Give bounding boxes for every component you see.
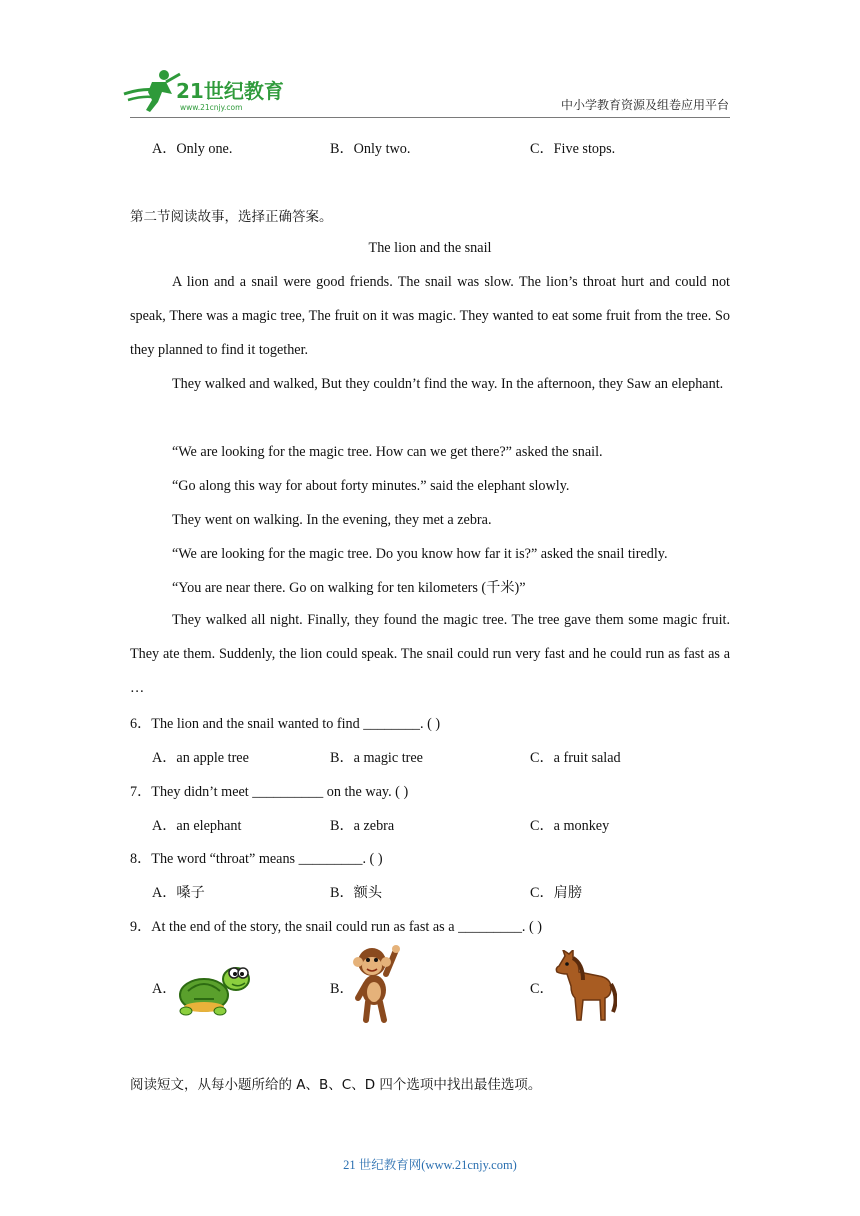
question-8-option-b: B．额头 bbox=[330, 885, 383, 901]
question-8-stem: 8．The word “throat” means _________. ( ) bbox=[130, 851, 383, 867]
prev-option-b: B．Only two. bbox=[330, 141, 411, 157]
question-9-option-c: C． bbox=[530, 981, 554, 997]
story-paragraph-7: “You are near there. Go on walking for ten kilometers (千米)” bbox=[172, 580, 526, 596]
section3-instruction: 阅读短文，从每小题所给的 A、B、C、D 四个选项中找出最佳选项。 bbox=[130, 1077, 542, 1093]
runner-logo-icon bbox=[124, 70, 180, 112]
logo bbox=[122, 68, 292, 114]
story-paragraph-8: They walked all night. Finally, they found the magic tree. The tree gave them some magic fruit. They ate them. Suddenly, the lion could speak. The snail could run very fast and he could run as fast as a … bbox=[130, 612, 730, 696]
turtle-icon bbox=[176, 955, 250, 1017]
question-7-option-a: A．an elephant bbox=[152, 818, 242, 834]
header-divider bbox=[130, 117, 730, 118]
question-6-option-a: A．an apple tree bbox=[152, 750, 249, 766]
horse-icon bbox=[553, 950, 617, 1022]
section2-instruction: 第二节阅读故事，选择正确答案。 bbox=[130, 209, 333, 225]
question-9-stem: 9．At the end of the story, the snail could run as fast as a _________. ( ) bbox=[130, 919, 543, 935]
logo-url: www.21cnjy.com bbox=[180, 103, 243, 112]
question-9-option-a: A． bbox=[152, 981, 177, 997]
question-7-option-b: B．a zebra bbox=[330, 818, 395, 834]
prev-option-c: C．Five stops. bbox=[530, 141, 616, 157]
question-6-option-c: C．a fruit salad bbox=[530, 750, 621, 766]
question-9-option-b: B． bbox=[330, 981, 354, 997]
story-paragraph-1: A lion and a snail were good friends. The snail was slow. The lion’s throat hurt and could not speak, There was a magic tree, The fruit on it was magic. They wanted to eat some fruit from the tree. So they planned to find it together. bbox=[130, 274, 730, 358]
story-paragraph-6: “We are looking for the magic tree. Do you know how far it is?” asked the snail tiredly. bbox=[172, 546, 668, 562]
question-8-option-a: A．嗓子 bbox=[152, 885, 205, 901]
story-paragraph-3: “We are looking for the magic tree. How can we get there?” asked the snail. bbox=[172, 444, 603, 460]
footer-text: 21 世纪教育网(www.21cnjy.com) bbox=[343, 1158, 517, 1172]
story-paragraph-2: They walked and walked, But they couldn’t find the way. In the afternoon, they Saw an elephant. bbox=[172, 376, 724, 392]
question-7-stem: 7．They didn’t meet __________ on the way. ( ) bbox=[130, 784, 409, 800]
monkey-icon bbox=[352, 944, 404, 1024]
question-6-stem: 6．The lion and the snail wanted to find ________. ( ) bbox=[130, 716, 441, 732]
prev-option-a: A．Only one. bbox=[152, 141, 233, 157]
logo-text: 21世纪教育 bbox=[176, 79, 284, 103]
header-tagline: 中小学教育资源及组卷应用平台 bbox=[560, 98, 729, 112]
story-paragraph-4: “Go along this way for about forty minutes.” said the elephant slowly. bbox=[172, 478, 570, 494]
story-paragraph-5: They went on walking. In the evening, they met a zebra. bbox=[172, 512, 492, 528]
question-7-option-c: C．a monkey bbox=[530, 818, 610, 834]
question-8-option-c: C．肩膀 bbox=[530, 885, 583, 901]
question-6-option-b: B．a magic tree bbox=[330, 750, 423, 766]
story-title: The lion and the snail bbox=[368, 240, 492, 256]
